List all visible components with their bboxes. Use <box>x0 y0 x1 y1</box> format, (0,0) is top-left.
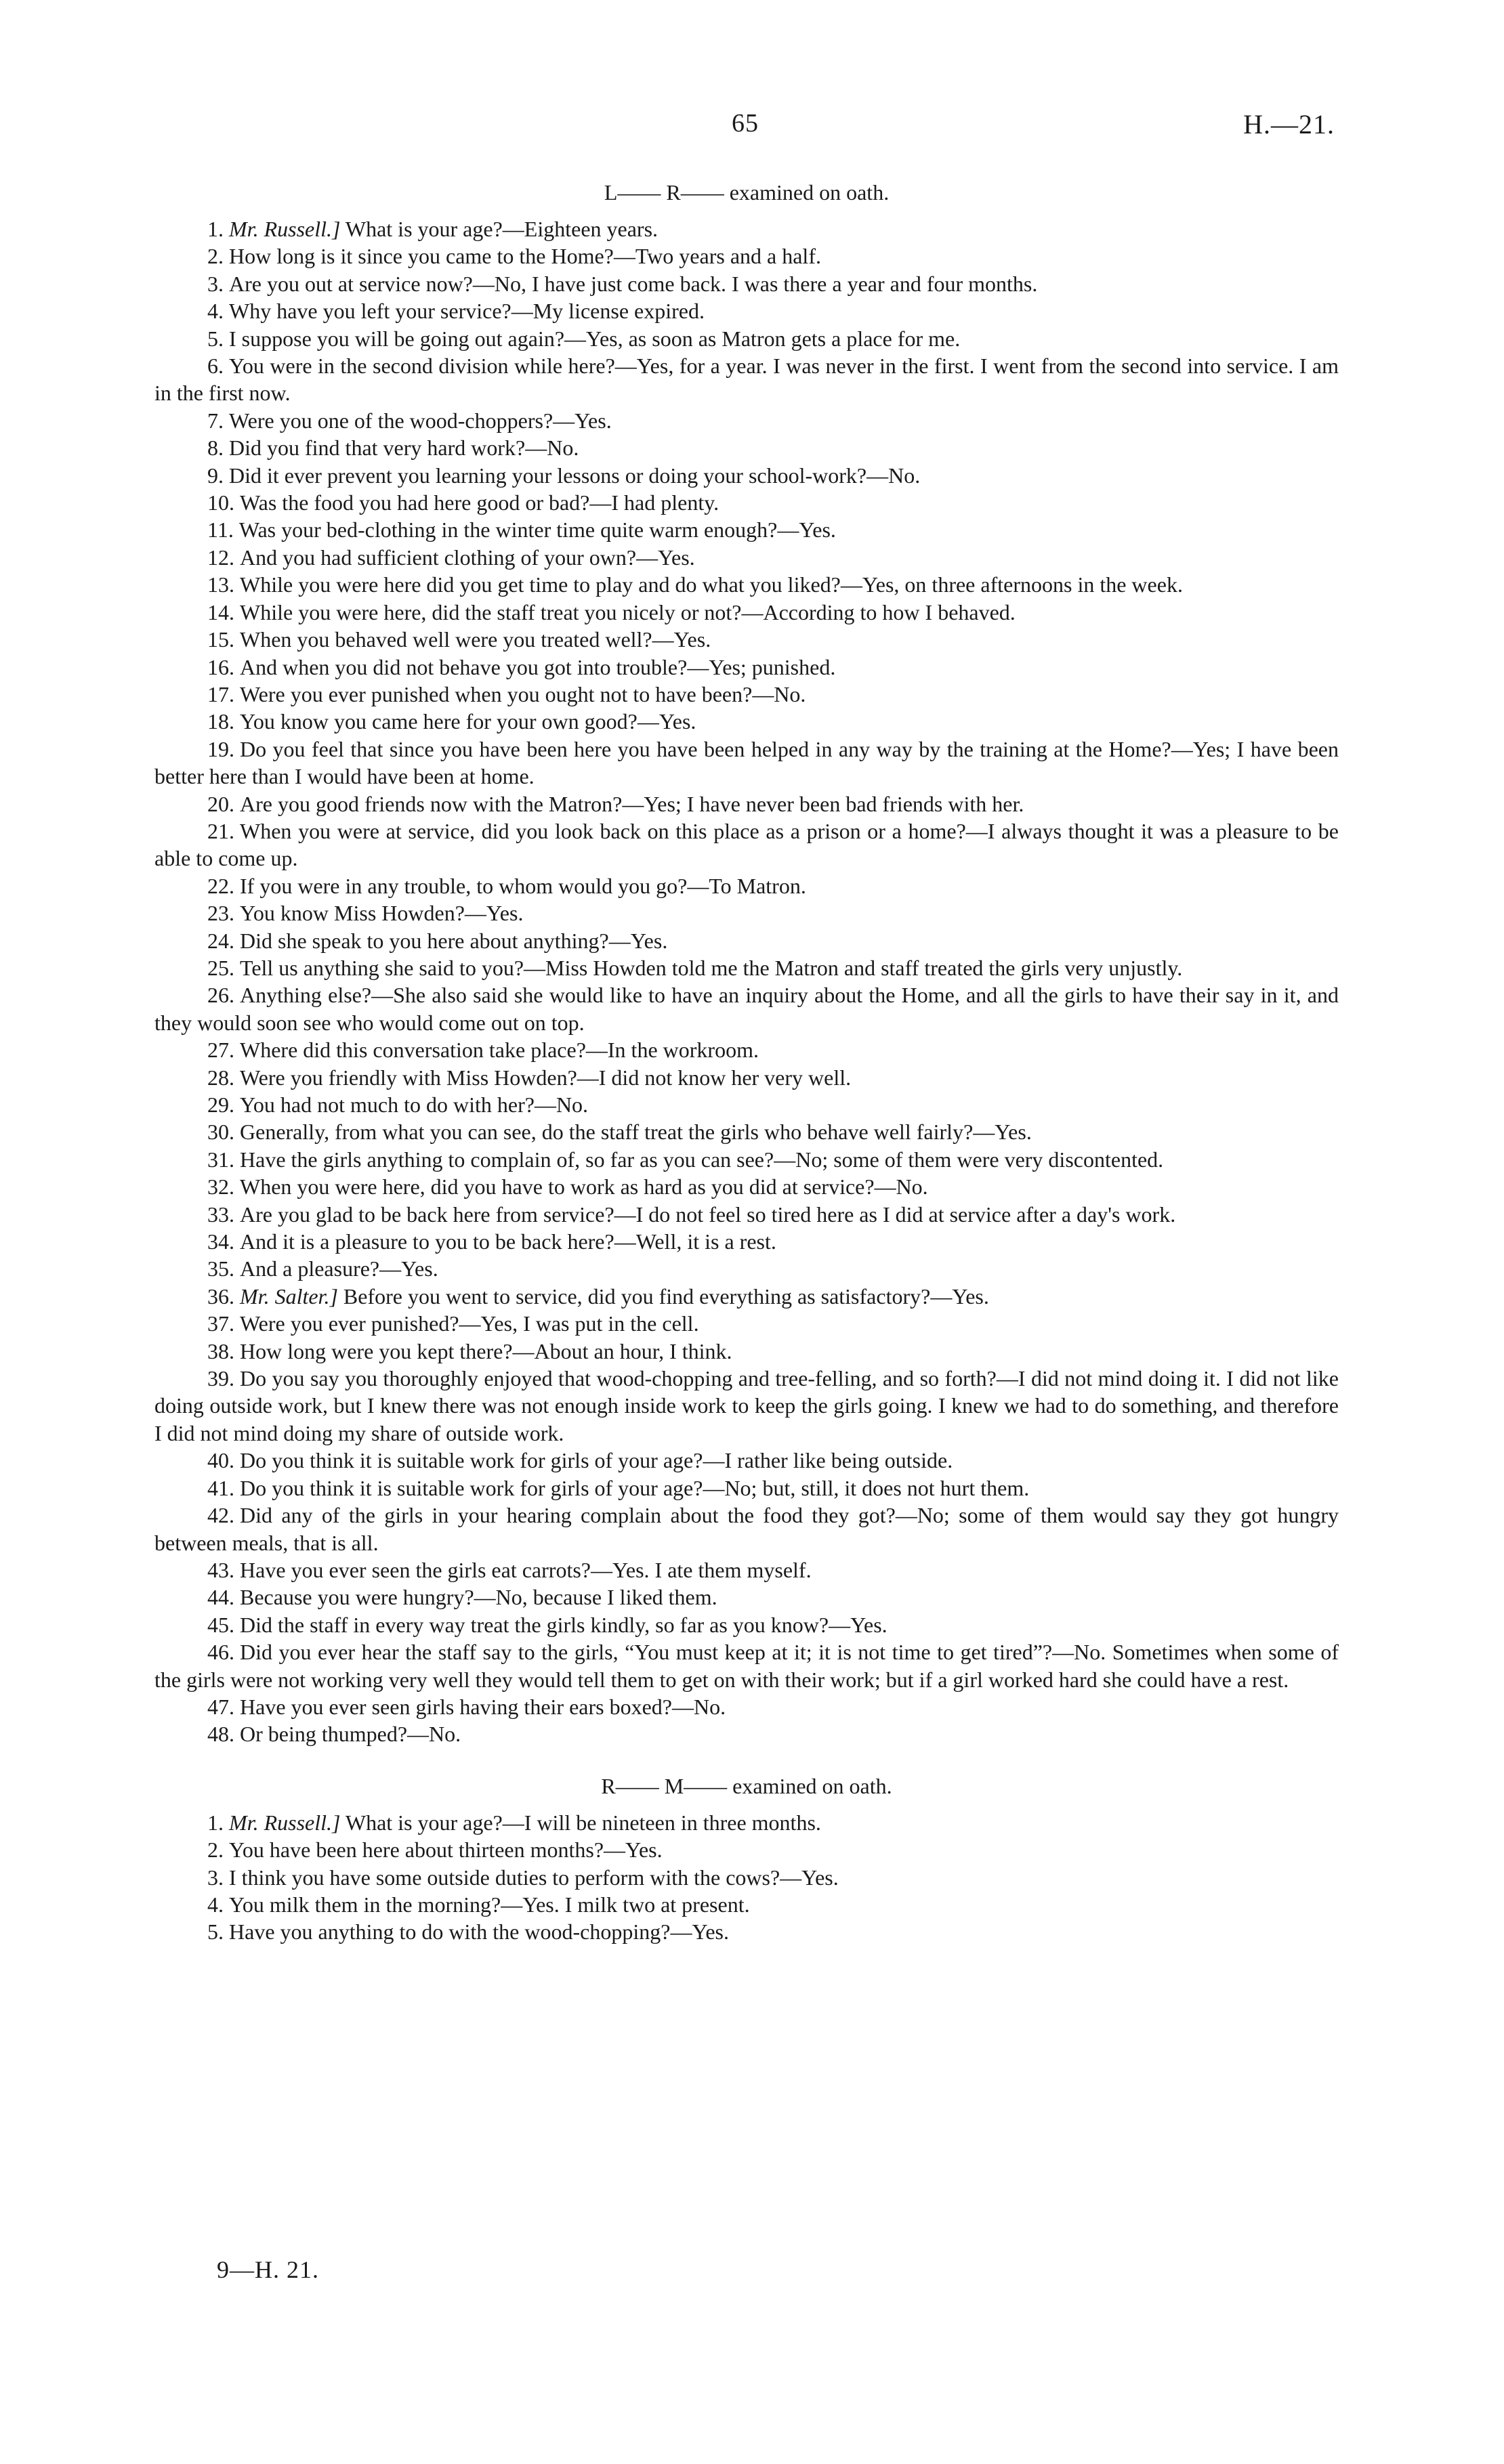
question-text: You know Miss Howden?—Yes. <box>240 901 524 926</box>
question-text: I suppose you will be going out again?—Yes, as soon as Matron gets a place for me. <box>229 326 961 351</box>
question-answer <box>154 1447 1339 1474</box>
question-answer <box>154 1173 1339 1200</box>
question-number: 10. <box>207 490 234 515</box>
question-answer <box>154 1918 1339 1945</box>
question-number: 1. <box>207 1810 224 1835</box>
question-number: 18. <box>207 709 234 734</box>
question-number: 37. <box>207 1311 234 1336</box>
question-answer <box>154 872 1339 899</box>
question-text: Anything else?—She also said she would like to have an inquiry about the Home, and all the girls to have their say in it, and they would soon see who would come out on top. <box>154 983 1339 1035</box>
question-text: Did she speak to you here about anything?—Yes. <box>240 928 668 953</box>
question-answer <box>154 654 1339 681</box>
question-number: 4. <box>207 299 224 324</box>
document-reference: H.—21. <box>1243 109 1335 140</box>
question-text: Do you feel that since you have been here you have been helped in any way by the training at the Home?—Yes; I have been better here than I would have been at home. <box>154 736 1339 789</box>
question-answer <box>154 708 1339 735</box>
question-text: Have you ever seen the girls eat carrots?—Yes. I ate them myself. <box>240 1557 812 1582</box>
question-number: 3. <box>207 1865 224 1890</box>
speaker-label: Mr. Salter.] <box>240 1283 338 1309</box>
question-text: Generally, from what you can see, do the staff treat the girls who behave well fairly?—Yes. <box>240 1120 1032 1145</box>
question-text: Were you ever punished when you ought not to have been?—No. <box>240 681 806 706</box>
question-number: 27. <box>207 1038 234 1063</box>
question-text: Do you say you thoroughly enjoyed that wood-chopping and tree-felling, and so forth?—I did not mind doing it. I did not like doing outside work, but I knew there was not enough inside work to keep the girls going. I knew we had to do something, and therefore I did not mind doing my share of outside work. <box>154 1366 1339 1445</box>
question-answer <box>154 1474 1339 1502</box>
question-number: 14. <box>207 599 234 624</box>
question-text: You were in the second division while here?—Yes, for a year. I was never in the first. I went from the second into service. I am in the first now. <box>154 354 1339 406</box>
question-number: 39. <box>207 1366 234 1391</box>
question-answer <box>154 1836 1339 1863</box>
question-number: 29. <box>207 1092 234 1117</box>
question-answer <box>154 1283 1339 1310</box>
question-answer <box>154 790 1339 817</box>
question-answer <box>154 270 1339 297</box>
examination-heading: R—— M—— examined on oath. <box>601 1773 892 1798</box>
question-text: You have been here about thirteen months?—Yes. <box>229 1838 663 1863</box>
question-answer <box>154 1638 1339 1693</box>
question-text: And it is a pleasure to you to be back here?—Well, it is a rest. <box>240 1229 776 1254</box>
question-answer <box>154 1146 1339 1173</box>
question-number: 35. <box>207 1256 234 1281</box>
question-number: 43. <box>207 1557 234 1582</box>
question-text: Was your bed-clothing in the winter time quite warm enough?—Yes. <box>238 517 836 543</box>
question-text: Do you think it is suitable work for girls of your age?—No; but, still, it does not hurt them. <box>240 1475 1030 1500</box>
question-number: 5. <box>207 1919 224 1945</box>
printer-signature: 9—H. 21. <box>217 2256 319 2283</box>
question-text: If you were in any trouble, to whom would you go?—To Matron. <box>240 873 806 898</box>
question-number: 25. <box>207 955 234 980</box>
question-number: 42. <box>207 1503 234 1528</box>
question-text: Or being thumped?—No. <box>240 1722 461 1747</box>
question-answer <box>154 1693 1339 1720</box>
question-text: Did you find that very hard work?—No. <box>229 436 579 461</box>
question-number: 38. <box>207 1338 234 1363</box>
question-number: 41. <box>207 1475 234 1500</box>
question-number: 47. <box>207 1694 234 1719</box>
question-text: Have you ever seen girls having their ears boxed?—No. <box>240 1694 726 1719</box>
question-answer <box>154 1502 1339 1556</box>
question-text: When you were here, did you have to work as hard as you did at service?—No. <box>240 1174 928 1199</box>
question-number: 26. <box>207 983 234 1008</box>
question-answer <box>154 1255 1339 1282</box>
question-answer <box>154 242 1339 270</box>
question-answer <box>154 489 1339 516</box>
question-text: Do you think it is suitable work for girls of your age?—I rather like being outside. <box>240 1448 953 1473</box>
question-text: Why have you left your service?—My license expired. <box>229 299 705 324</box>
question-answer <box>154 1891 1339 1918</box>
question-answer <box>154 1064 1339 1091</box>
question-number: 36. <box>207 1283 234 1309</box>
question-answer <box>154 1091 1339 1118</box>
question-number: 44. <box>207 1585 234 1610</box>
question-answer <box>154 215 1339 242</box>
question-text: Before you went to service, did you find everything as satisfactory?—Yes. <box>343 1283 989 1309</box>
question-text: When you behaved well were you treated well?—Yes. <box>240 627 711 652</box>
examination-heading: L—— R—— examined on oath. <box>604 180 890 205</box>
question-number: 7. <box>207 408 224 433</box>
question-text: Did any of the girls in your hearing complain about the food they got?—No; some of them would say they got hungry between meals, that is all. <box>154 1503 1339 1555</box>
question-text: Were you ever punished?—Yes, I was put in the cell. <box>240 1311 699 1336</box>
question-answer <box>154 1584 1339 1611</box>
question-number: 28. <box>207 1065 234 1090</box>
question-text: Were you one of the wood-choppers?—Yes. <box>229 408 612 433</box>
question-number: 33. <box>207 1202 234 1227</box>
question-number: 5. <box>207 326 224 351</box>
question-text: Where did this conversation take place?—In the workroom. <box>240 1038 759 1063</box>
question-number: 6. <box>207 354 224 379</box>
question-text: You had not much to do with her?—No. <box>240 1092 589 1117</box>
question-number: 4. <box>207 1892 224 1917</box>
question-text: How long were you kept there?—About an hour, I think. <box>240 1338 732 1363</box>
question-number: 30. <box>207 1120 234 1145</box>
question-number: 22. <box>207 873 234 898</box>
question-text: Because you were hungry?—No, because I liked them. <box>240 1585 717 1610</box>
question-answer <box>154 736 1339 790</box>
question-answer <box>154 434 1339 461</box>
question-text: Are you out at service now?—No, I have just come back. I was there a year and four months. <box>229 271 1038 296</box>
question-answer <box>154 981 1339 1036</box>
question-text: And a pleasure?—Yes. <box>240 1256 438 1281</box>
question-number: 46. <box>207 1640 234 1665</box>
question-number: 21. <box>207 818 234 843</box>
question-number: 13. <box>207 572 234 597</box>
question-text: And you had sufficient clothing of your own?—Yes. <box>240 545 695 570</box>
question-text: When you were at service, did you look back on this place as a prison or a home?—I always thought it was a pleasure to be able to come up. <box>154 818 1339 871</box>
question-text: I think you have some outside duties to perform with the cows?—Yes. <box>229 1865 839 1890</box>
question-text: And when you did not behave you got into trouble?—Yes; punished. <box>240 654 836 679</box>
question-answer <box>154 954 1339 981</box>
question-answer <box>154 571 1339 598</box>
question-number: 24. <box>207 928 234 953</box>
question-number: 32. <box>207 1174 234 1199</box>
question-text: Did it ever prevent you learning your lessons or doing your school-work?—No. <box>229 463 921 488</box>
question-text: Are you glad to be back here from service?—I do not feel so tired here as I did at service after a day's work. <box>240 1202 1176 1227</box>
question-text: Tell us anything she said to you?—Miss Howden told me the Matron and staff treated the girls very unjustly. <box>240 955 1183 980</box>
question-text: What is your age?—Eighteen years. <box>345 217 659 241</box>
question-answer <box>154 817 1339 872</box>
question-answer <box>154 1228 1339 1255</box>
question-text: What is your age?—I will be nineteen in three months. <box>345 1810 821 1835</box>
question-number: 1. <box>207 217 224 241</box>
speaker-label: Mr. Russell.] <box>229 1810 341 1835</box>
page-header <box>0 108 1504 149</box>
question-answer <box>154 599 1339 626</box>
question-text: How long is it since you came to the Home?—Two years and a half. <box>229 244 821 269</box>
question-answer <box>154 544 1339 571</box>
question-number: 40. <box>207 1448 234 1473</box>
question-number: 2. <box>207 244 224 269</box>
question-number: 34. <box>207 1229 234 1254</box>
question-answer <box>154 1365 1339 1447</box>
question-text: Did you ever hear the staff say to the girls, “You must keep at it; it is not time to get tired”?—No. Sometimes when some of the girls were not working very well they would tell them to get on with their work; but if a girl worked hard she could have a rest. <box>154 1640 1339 1692</box>
page-number: 65 <box>732 109 759 137</box>
question-number: 48. <box>207 1722 234 1747</box>
question-number: 15. <box>207 627 234 652</box>
question-number: 2. <box>207 1838 224 1863</box>
question-answer <box>154 1864 1339 1891</box>
question-answer <box>154 1338 1339 1365</box>
question-number: 9. <box>207 463 224 488</box>
question-answer <box>154 407 1339 434</box>
question-answer <box>154 927 1339 954</box>
question-text: Was the food you had here good or bad?—I had plenty. <box>240 490 719 515</box>
speaker-label: Mr. Russell.] <box>229 217 341 241</box>
question-answer <box>154 1036 1339 1063</box>
question-number: 3. <box>207 271 224 296</box>
question-text: Did the staff in every way treat the girls kindly, so far as you know?—Yes. <box>240 1612 887 1637</box>
question-number: 11. <box>207 517 234 543</box>
question-answer <box>154 1556 1339 1584</box>
question-answer <box>154 1310 1339 1337</box>
question-number: 20. <box>207 791 234 816</box>
question-number: 19. <box>207 736 234 761</box>
question-text: Are you good friends now with the Matron?—Yes; I have never been bad friends with her. <box>240 791 1024 816</box>
question-text: While you were here did you get time to play and do what you liked?—Yes, on three afternoons in the week. <box>240 572 1183 597</box>
question-answer <box>154 1809 1339 1836</box>
question-answer <box>154 1201 1339 1228</box>
question-answer <box>154 1611 1339 1638</box>
question-answer <box>154 297 1339 324</box>
question-answer <box>154 462 1339 489</box>
document-body <box>154 175 1339 1946</box>
question-number: 12. <box>207 545 234 570</box>
question-number: 45. <box>207 1612 234 1637</box>
question-text: You know you came here for your own good?—Yes. <box>240 709 696 734</box>
question-text: Have the girls anything to complain of, so far as you can see?—No; some of them were very discontented. <box>240 1147 1164 1172</box>
question-answer <box>154 899 1339 927</box>
question-answer <box>154 325 1339 352</box>
question-answer <box>154 516 1339 543</box>
question-answer <box>154 1118 1339 1145</box>
question-answer <box>154 352 1339 407</box>
question-text: You milk them in the morning?—Yes. I milk two at present. <box>229 1892 750 1917</box>
question-number: 8. <box>207 436 224 461</box>
question-text: Have you anything to do with the wood-chopping?—Yes. <box>229 1919 729 1945</box>
question-number: 16. <box>207 654 234 679</box>
question-number: 17. <box>207 681 234 706</box>
question-number: 23. <box>207 901 234 926</box>
question-number: 31. <box>207 1147 234 1172</box>
question-text: Were you friendly with Miss Howden?—I did not know her very well. <box>240 1065 852 1090</box>
question-answer <box>154 626 1339 653</box>
question-answer <box>154 681 1339 708</box>
question-answer <box>154 1720 1339 1747</box>
question-text: While you were here, did the staff treat you nicely or not?—According to how I behaved. <box>240 599 1016 624</box>
